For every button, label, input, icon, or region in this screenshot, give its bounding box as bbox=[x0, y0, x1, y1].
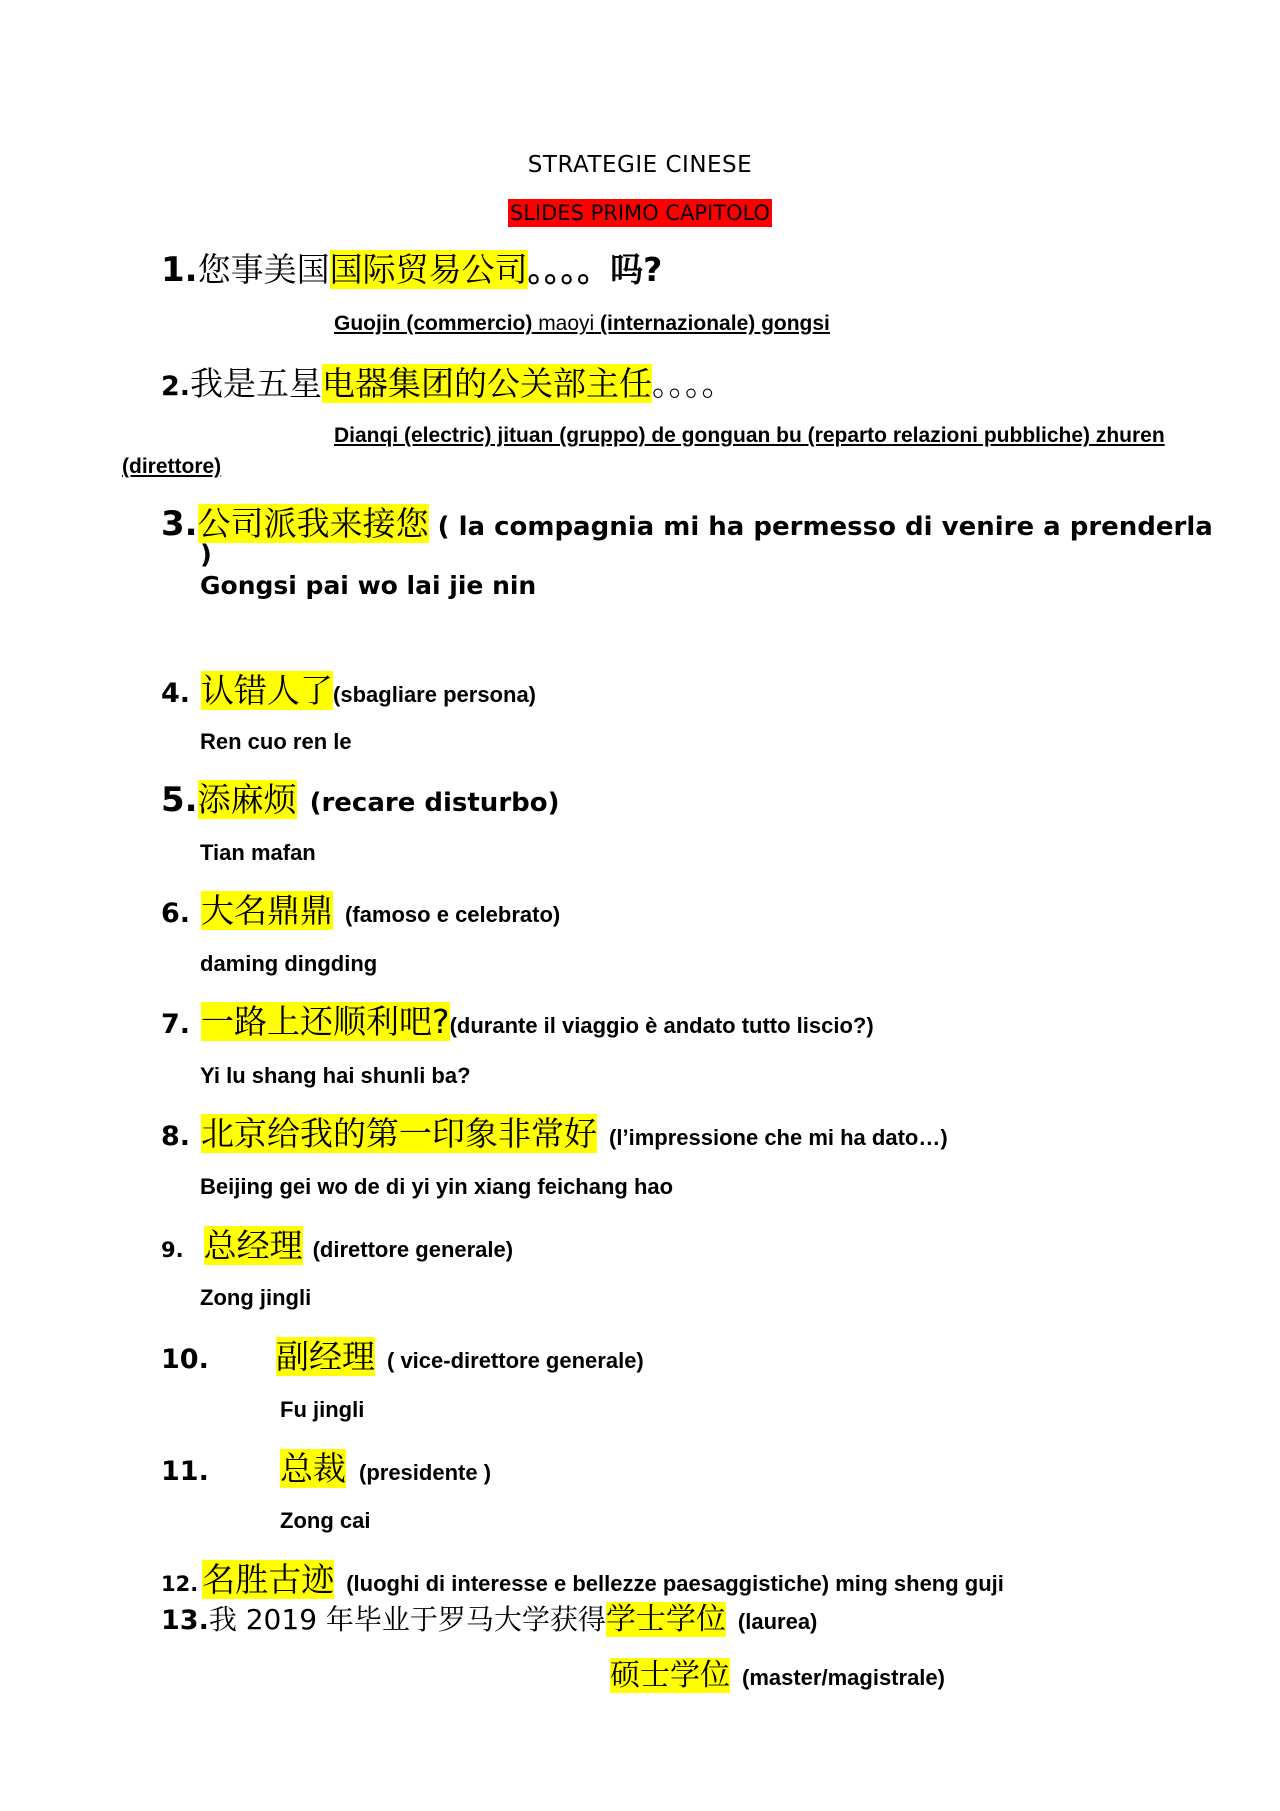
gloss: (luoghi di interesse e bellezze paesaggistiche) ming sheng guji bbox=[346, 1571, 1004, 1596]
chinese-text: 您事美国 bbox=[197, 250, 330, 289]
chinese-highlight: 总裁 bbox=[280, 1449, 346, 1488]
chinese-highlight: 学士学位 bbox=[605, 1602, 726, 1637]
gloss: (l’impressione che mi ha dato…) bbox=[609, 1125, 948, 1150]
gloss: (famoso e celebrato) bbox=[345, 902, 561, 927]
item-10 bbox=[161, 1331, 644, 1378]
item-number: 2. bbox=[161, 371, 191, 402]
gloss: (direttore generale) bbox=[312, 1237, 514, 1262]
item-2 bbox=[161, 358, 735, 405]
pinyin-7: Yi lu shang hai shunli ba? bbox=[200, 1063, 471, 1088]
chinese-highlight: 大名鼎鼎 bbox=[201, 891, 334, 930]
pinyin-2-line1: Dianqi (electric) jituan (gruppo) de gonguan bu (reparto relazioni pubbliche) zhuren bbox=[334, 424, 1165, 447]
pinyin-part: maoyi bbox=[532, 312, 595, 335]
item-number: 7. bbox=[161, 1009, 191, 1040]
item-13 bbox=[161, 1594, 817, 1638]
item-number: 12. bbox=[161, 1572, 199, 1596]
item-3 bbox=[161, 498, 1213, 545]
pinyin-8: Beijing gei wo de di yi yin xiang feichang hao bbox=[200, 1174, 674, 1199]
pinyin-1 bbox=[334, 312, 830, 336]
chinese-highlight: 名胜古迹 bbox=[202, 1560, 335, 1599]
gloss-end: ) bbox=[200, 540, 212, 570]
subtitle-text: SLIDES PRIMO CAPITOLO bbox=[509, 201, 771, 225]
item-9 bbox=[161, 1220, 513, 1267]
item-5 bbox=[161, 774, 560, 821]
item-number: 9. bbox=[161, 1238, 184, 1262]
pinyin-9: Zong jingli bbox=[200, 1285, 312, 1310]
pinyin-11: Zong cai bbox=[280, 1508, 371, 1533]
pinyin-10: Fu jingli bbox=[280, 1397, 365, 1422]
gloss: (master/magistrale) bbox=[742, 1665, 945, 1690]
gloss: (recare disturbo) bbox=[309, 788, 560, 818]
gloss: (durante il viaggio è andato tutto liscio?) bbox=[449, 1013, 874, 1038]
chinese-highlight: 总经理 bbox=[203, 1226, 303, 1265]
pinyin-part: Guojin (commercio) bbox=[334, 312, 533, 335]
chinese-highlight: 添麻烦 bbox=[197, 780, 297, 819]
chinese-highlight: 硕士学位 bbox=[610, 1658, 730, 1693]
item-6 bbox=[161, 885, 560, 932]
chinese-highlight: 北京给我的第一印象非常好 bbox=[201, 1114, 598, 1153]
item-11 bbox=[161, 1443, 491, 1490]
pinyin-6: daming dingding bbox=[200, 951, 378, 976]
chinese-highlight: 国际贸易公司 bbox=[329, 250, 528, 289]
page-title: STRATEGIE CINESE bbox=[527, 152, 753, 178]
item-number: 1. bbox=[161, 250, 198, 290]
item-4 bbox=[161, 665, 536, 712]
chinese-text-end: 。。。。吗? bbox=[527, 250, 663, 289]
item-number: 13. bbox=[161, 1605, 209, 1636]
item-8 bbox=[161, 1108, 948, 1155]
chinese-highlight: 认错人了 bbox=[201, 671, 334, 710]
item-7 bbox=[161, 996, 874, 1043]
item-number: 3. bbox=[161, 504, 198, 544]
pinyin-5: Tian mafan bbox=[200, 840, 316, 865]
gloss: ( vice-direttore generale) bbox=[387, 1348, 644, 1373]
page-subtitle bbox=[0, 201, 1280, 225]
item-number: 10. bbox=[161, 1344, 209, 1375]
pinyin-3: Gongsi pai wo lai jie nin bbox=[200, 571, 537, 600]
pinyin-part: (internazionale) gongsi bbox=[594, 312, 830, 335]
chinese-highlight: 公司派我来接您 bbox=[197, 504, 429, 543]
chinese-highlight: 电器集团的公关部主任 bbox=[322, 364, 653, 403]
gloss: (laurea) bbox=[737, 1609, 818, 1634]
item-13-master bbox=[610, 1650, 945, 1694]
chinese-text-end: 。。。。 bbox=[652, 364, 735, 403]
chinese-text: 我 2019 年毕业于罗马大学获得 bbox=[208, 1603, 606, 1636]
item-number: 5. bbox=[161, 780, 198, 820]
gloss: (sbagliare persona) bbox=[333, 682, 536, 707]
chinese-highlight: 一路上还顺利吧? bbox=[201, 1002, 450, 1041]
gloss: ( la compagnia mi ha permesso di venire a prenderla bbox=[428, 512, 1213, 542]
pinyin-4: Ren cuo ren le bbox=[200, 729, 352, 754]
item-number: 11. bbox=[161, 1456, 209, 1487]
item-number: 6. bbox=[161, 898, 191, 929]
item-number: 4. bbox=[161, 678, 191, 709]
item-number: 8. bbox=[161, 1121, 191, 1152]
pinyin-2-line2: (direttore) bbox=[122, 455, 222, 478]
gloss: (presidente ) bbox=[359, 1460, 492, 1485]
item-1 bbox=[161, 244, 662, 291]
chinese-text: 我是五星 bbox=[190, 364, 323, 403]
chinese-highlight: 副经理 bbox=[276, 1337, 375, 1376]
